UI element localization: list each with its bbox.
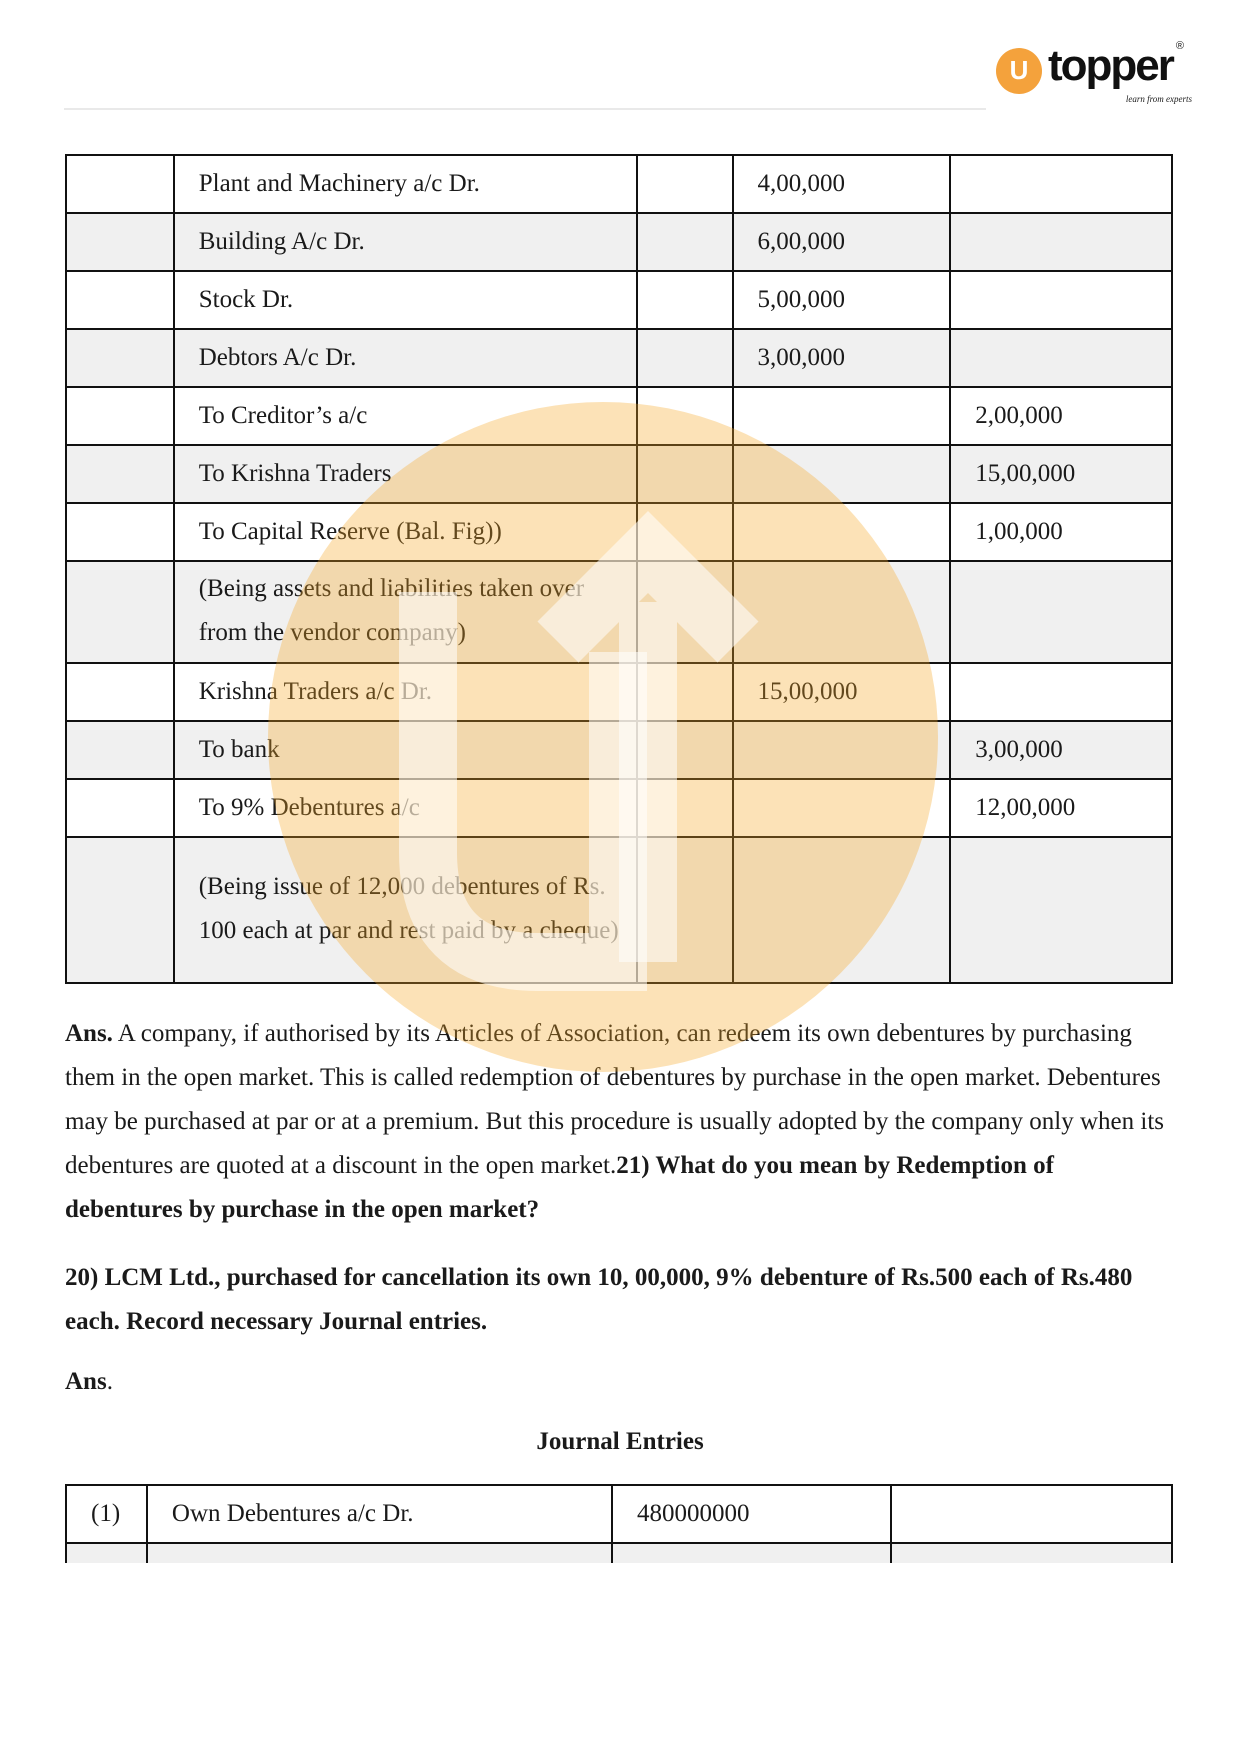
topper-logo: [996, 40, 1206, 110]
registered-mark: ®: [1175, 40, 1184, 52]
particulars-cell: Plant and Machinery a/c Dr.: [174, 155, 637, 213]
credit-cell: 12,00,000: [950, 779, 1172, 837]
particulars-cell: (Being assets and liabilities taken over from the vendor company): [174, 561, 637, 663]
debit-cell: 4,00,000: [733, 155, 951, 213]
table-row: [66, 329, 1172, 387]
table-row: [66, 445, 1172, 503]
table-row: [66, 721, 1172, 779]
date-cell: [66, 561, 174, 663]
table-row: [66, 155, 1172, 213]
date-cell: [66, 213, 174, 271]
table-row: [66, 779, 1172, 837]
credit-cell: [950, 663, 1172, 721]
date-cell: [66, 387, 174, 445]
debit-cell: 3,00,000: [733, 329, 951, 387]
lf-cell: [637, 387, 733, 445]
debit-cell: [733, 779, 951, 837]
debit-cell: [733, 445, 951, 503]
credit-cell: 15,00,000: [950, 445, 1172, 503]
date-cell: [66, 721, 174, 779]
debit-cell: [733, 561, 951, 663]
credit-cell: [950, 837, 1172, 983]
lf-cell: [637, 271, 733, 329]
lf-cell: [637, 213, 733, 271]
credit-cell: [950, 155, 1172, 213]
debit-cell: [733, 503, 951, 561]
lf-cell: [637, 837, 733, 983]
journal-table-1: [65, 154, 1173, 984]
lf-cell: [637, 503, 733, 561]
date-cell: [66, 837, 174, 983]
credit-cell: [950, 213, 1172, 271]
date-cell: [66, 779, 174, 837]
debit-cell: [612, 1543, 891, 1563]
debit-cell: [733, 837, 951, 983]
lf-cell: [637, 561, 733, 663]
lf-cell: [637, 663, 733, 721]
table-row: [66, 561, 1172, 663]
table-row: [66, 1543, 1172, 1563]
answer-label: Ans.: [65, 1020, 113, 1047]
particulars-cell: To Creditor’s a/c: [174, 387, 637, 445]
question-20: 20) LCM Ltd., purchased for cancellation its own 10, 00,000, 9% debenture of Rs.500 each of Rs.480 each. Record necessary Journal entries.: [65, 1264, 1133, 1335]
journal-table-2-wrapper: [65, 1484, 1175, 1563]
credit-cell: 3,00,000: [950, 721, 1172, 779]
table-row: [66, 663, 1172, 721]
particulars-cell: Krishna Traders a/c Dr.: [174, 663, 637, 721]
lf-cell: [637, 779, 733, 837]
entry-number-cell: (1): [66, 1485, 147, 1543]
credit-cell: [950, 561, 1172, 663]
answer-paragraph: [65, 1012, 1175, 1232]
table-row: [66, 837, 1172, 983]
lf-cell: [637, 155, 733, 213]
date-cell: [66, 663, 174, 721]
date-cell: [66, 271, 174, 329]
lf-cell: [637, 445, 733, 503]
answer-text: A company, if authorised by its Articles of Association, can redeem its own debentures by purchasing them in the open market. This is called redemption of debentures by purchase in the open market. Debentures may be purchased at par or at a premium. But this procedure is usually adopted by the company only when its debentures are quoted at a discount in the open market.: [65, 1020, 1165, 1179]
date-cell: [66, 329, 174, 387]
table-row: [66, 271, 1172, 329]
table-row: [66, 213, 1172, 271]
credit-cell: [891, 1543, 1172, 1563]
answer-2-label: Ans: [65, 1368, 107, 1395]
lf-cell: [637, 721, 733, 779]
particulars-cell: Building A/c Dr.: [174, 213, 637, 271]
logo-mark-icon: U: [996, 48, 1042, 94]
journal-table-2: [65, 1484, 1173, 1563]
particulars-cell: (Being issue of 12,000 debentures of Rs. 100 each at par and rest paid by a cheque): [174, 837, 637, 983]
entry-number-cell: [66, 1543, 147, 1563]
answer-2-dot: .: [106, 1368, 113, 1395]
lf-cell: [637, 329, 733, 387]
particulars-cell: [147, 1543, 612, 1563]
table-row: [66, 503, 1172, 561]
debit-cell: 6,00,000: [733, 213, 951, 271]
debit-cell: 5,00,000: [733, 271, 951, 329]
table-row: [66, 1485, 1172, 1543]
credit-cell: [950, 329, 1172, 387]
particulars-cell: Debtors A/c Dr.: [174, 329, 637, 387]
table-row: [66, 387, 1172, 445]
header-divider: [64, 108, 986, 110]
journal-entries-heading: Journal Entries: [536, 1428, 704, 1455]
answer-2: [65, 1360, 1175, 1404]
particulars-cell: To bank: [174, 721, 637, 779]
particulars-cell: To Capital Reserve (Bal. Fig)): [174, 503, 637, 561]
date-cell: [66, 445, 174, 503]
answer-section: [65, 1012, 1175, 1563]
logo-wordmark: topper: [1048, 41, 1173, 90]
credit-cell: 1,00,000: [950, 503, 1172, 561]
debit-cell: 15,00,000: [733, 663, 951, 721]
particulars-cell: Own Debentures a/c Dr.: [147, 1485, 612, 1543]
particulars-cell: To Krishna Traders: [174, 445, 637, 503]
credit-cell: [950, 271, 1172, 329]
logo-tagline: learn from experts: [1125, 94, 1192, 104]
particulars-cell: Stock Dr.: [174, 271, 637, 329]
date-cell: [66, 155, 174, 213]
debit-cell: [733, 387, 951, 445]
debit-cell: 480000000: [612, 1485, 891, 1543]
question-21: 21) What do you mean by Redemption of debentures by purchase in the open market?: [65, 1152, 1054, 1223]
debit-cell: [733, 721, 951, 779]
credit-cell: 2,00,000: [950, 387, 1172, 445]
date-cell: [66, 503, 174, 561]
particulars-cell: To 9% Debentures a/c: [174, 779, 637, 837]
credit-cell: [891, 1485, 1172, 1543]
